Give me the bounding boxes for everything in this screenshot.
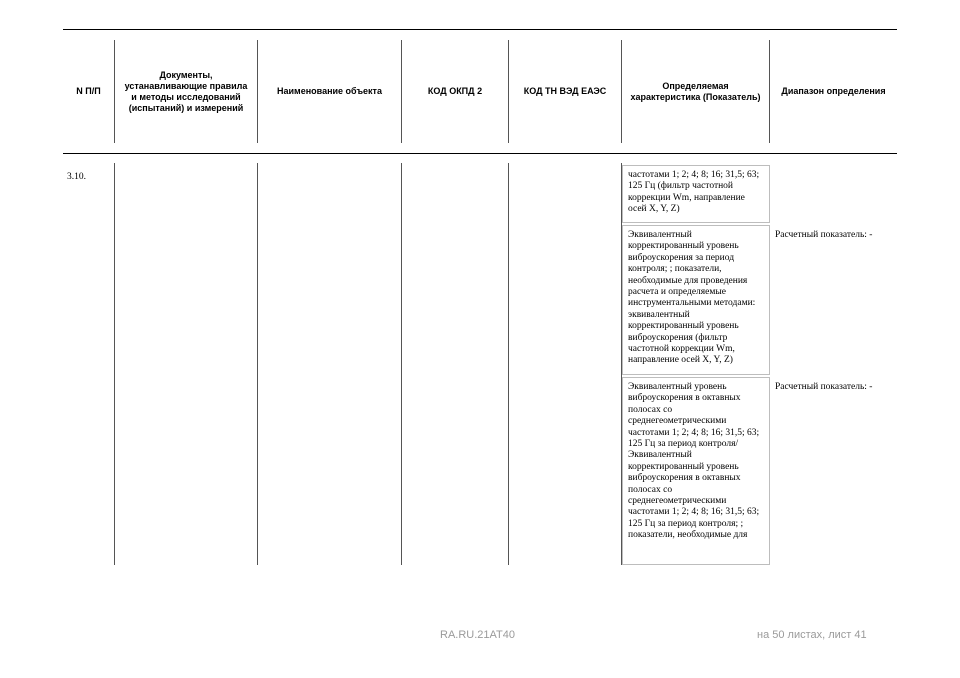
header-object-label: Наименование объекта bbox=[277, 86, 382, 96]
characteristic-cell: частотами 1; 2; 4; 8; 16; 31,5; 63; 125 Гц (фильтр частотной коррекции Wm, направление осей X, Y, Z) bbox=[622, 165, 770, 223]
header-number-label: N П/П bbox=[76, 86, 101, 96]
body-col-separator bbox=[508, 163, 509, 565]
header-okpd bbox=[402, 40, 508, 143]
header-number bbox=[63, 40, 114, 143]
header-documents bbox=[115, 40, 257, 143]
header-top-border bbox=[63, 29, 897, 30]
row-number: 3.10. bbox=[67, 172, 86, 182]
body-col-separator bbox=[257, 163, 258, 565]
header-bottom-border bbox=[63, 153, 897, 154]
footer-page-info: на 50 листах, лист 41 bbox=[757, 629, 867, 641]
range-cell: Расчетный показатель: - bbox=[775, 382, 873, 392]
header-object bbox=[258, 40, 401, 143]
body-col-separator bbox=[114, 163, 115, 565]
header-okpd-label: КОД ОКПД 2 bbox=[427, 86, 483, 96]
header-documents-label: Документы, устанавливающие правила и методы исследований (испытаний) и измерений bbox=[124, 69, 248, 113]
header-characteristic bbox=[622, 40, 769, 143]
characteristic-cell: Эквивалентный корректированный уровень виброускорения за период контроля; ; показатели, необходимые для проведения расчета и определяемые инструментальными методами: эквивалентный корректированный уровень виброускорения (фильтр частотной коррекции Wm, направление осей X, Y, Z) bbox=[622, 225, 770, 375]
header-tnved bbox=[509, 40, 621, 143]
header-range bbox=[770, 40, 897, 143]
footer-doc-code: RA.RU.21AT40 bbox=[440, 629, 515, 641]
header-characteristic-label: Определяемая характеристика (Показатель) bbox=[630, 80, 761, 102]
characteristic-cell: Эквивалентный уровень виброускорения в октавных полосах со среднегеометрическими частотами 1; 2; 4; 8; 16; 31,5; 63; 125 Гц за период контроля/ Эквивалентный корректированный уровень виброускорения в октавных полосах со среднегеометрическими частотами 1; 2; 4; 8; 16; 31,5; 63; 125 Гц за период контроля; ; показатели, необходимые для bbox=[622, 377, 770, 565]
range-cell: Расчетный показатель: - bbox=[775, 230, 873, 240]
header-range-label: Диапазон определения bbox=[781, 86, 886, 96]
body-col-separator bbox=[401, 163, 402, 565]
header-tnved-label: КОД ТН ВЭД ЕАЭС bbox=[523, 86, 607, 96]
